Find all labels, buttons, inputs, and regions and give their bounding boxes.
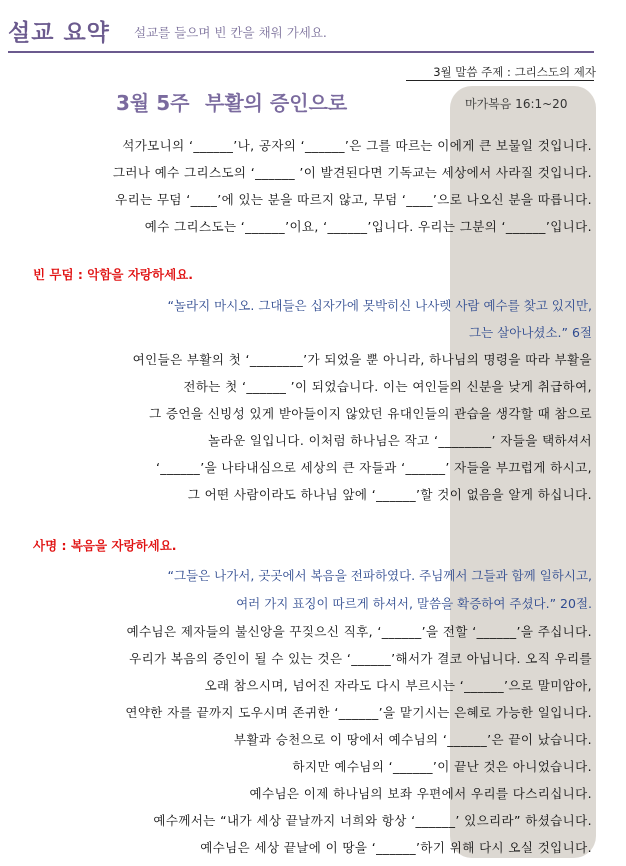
section2-line: 예수께서는 “내가 세상 끝날까지 너희와 항상 ‘______’ 있으리라” 하셨습니다. xyxy=(153,813,592,828)
section1-line: 놀라운 일입니다. 이처럼 하나님은 작고 ‘________’ 자들을 택하셔서 xyxy=(208,433,592,448)
theme-underline xyxy=(406,80,594,81)
section2-line: 오래 참으시며, 넘어진 자라도 다시 부르시는 ‘______’으로 말미암아, xyxy=(204,678,592,693)
intro-line: 석가모니의 ‘______’나, 공자의 ‘______’은 그를 따르는 이에게 큰 보물일 것입니다. xyxy=(122,138,592,153)
section2-line: 우리가 복음의 증인이 될 수 있는 것은 ‘______’해서가 결코 아닙니다. 오직 우리를 xyxy=(129,651,592,666)
scripture-quote: “그들은 나가서, 곳곳에서 복음을 전파하였다. 주님께서 그들과 함께 일하시고, xyxy=(167,568,592,583)
sermon-title: 부활의 증인으로 xyxy=(205,91,348,115)
section1-line: 그 증언을 신빙성 있게 받아들이지 않았던 유대인들의 관습을 생각할 때 참으로 xyxy=(149,406,592,421)
monthly-theme: 3월 말씀 주제 : 그리스도의 제자 xyxy=(433,65,596,79)
page-title: 설교 요약 xyxy=(8,20,110,46)
section2-line: 하지만 예수님의 ‘______’이 끝난 것은 아니었습니다. xyxy=(292,759,592,774)
scripture-quote: “놀라지 마시오. 그대들은 십자가에 못박히신 나사렛 사람 예수를 찾고 있지만, xyxy=(167,298,592,313)
page-subtitle: 설교를 들으며 빈 칸을 채워 가세요. xyxy=(134,25,327,40)
section2-line: 부활과 승천으로 이 땅에서 예수님의 ‘______’은 끝이 났습니다. xyxy=(233,732,592,747)
section1-line: 그 어떤 사람이라도 하나님 앞에 ‘______’할 것이 없음을 알게 하십니다. xyxy=(187,487,592,502)
header-divider xyxy=(8,51,594,53)
intro-line: 그러나 예수 그리스도의 ‘______ ’이 발견된다면 기독교는 세상에서 사라질 것입니다. xyxy=(112,165,592,180)
scripture-reference: 마가복음 16:1~20 xyxy=(465,97,568,111)
scripture-quote: 여러 가지 표징이 따르게 하셔서, 말씀을 확증하여 주셨다.” 20절. xyxy=(236,596,592,611)
section2-line: 예수님은 세상 끝날에 이 땅을 ‘______’하기 위해 다시 오실 것입니다. xyxy=(200,840,592,855)
section2-line: 예수님은 이제 하나님의 보좌 우편에서 우리를 다스리십니다. xyxy=(249,786,592,801)
section1-line: 여인들은 부활의 첫 ‘________’가 되었을 뿐 아니라, 하나님의 명령을 따라 부활을 xyxy=(132,352,592,367)
intro-line: 예수 그리스도는 ‘______’이요, ‘______’입니다. 우리는 그분의 ‘______’입니다. xyxy=(144,219,592,234)
section2-line: 예수님은 제자들의 불신앙을 꾸짖으신 직후, ‘______’을 전할 ‘______’을 주십니다. xyxy=(126,624,592,639)
sermon-date: 3월 5주 xyxy=(116,91,190,115)
section1-line: ‘______’을 나타내심으로 세상의 큰 자들과 ‘______’ 자들을 부끄럽게 하시고, xyxy=(155,460,592,475)
section2-line: 연약한 자를 끝까지 도우시며 존귀한 ‘______’을 맡기시는 은혜로 가능한 일입니다. xyxy=(125,705,592,720)
scripture-quote: 그는 살아나셨소.” 6절 xyxy=(469,325,592,340)
section-heading-empty-tomb: 빈 무덤 : 악함을 자랑하세요. xyxy=(33,267,193,282)
section-heading-mission: 사명 : 복음을 자랑하세요. xyxy=(33,538,177,553)
intro-line: 우리는 무덤 ‘____’에 있는 분을 따르지 않고, 무덤 ‘____’으로 나오신 분을 따릅니다. xyxy=(115,192,592,207)
section1-line: 전하는 첫 ‘______ ’이 되었습니다. 이는 여인들의 신분을 낮게 취급하여, xyxy=(183,379,592,394)
